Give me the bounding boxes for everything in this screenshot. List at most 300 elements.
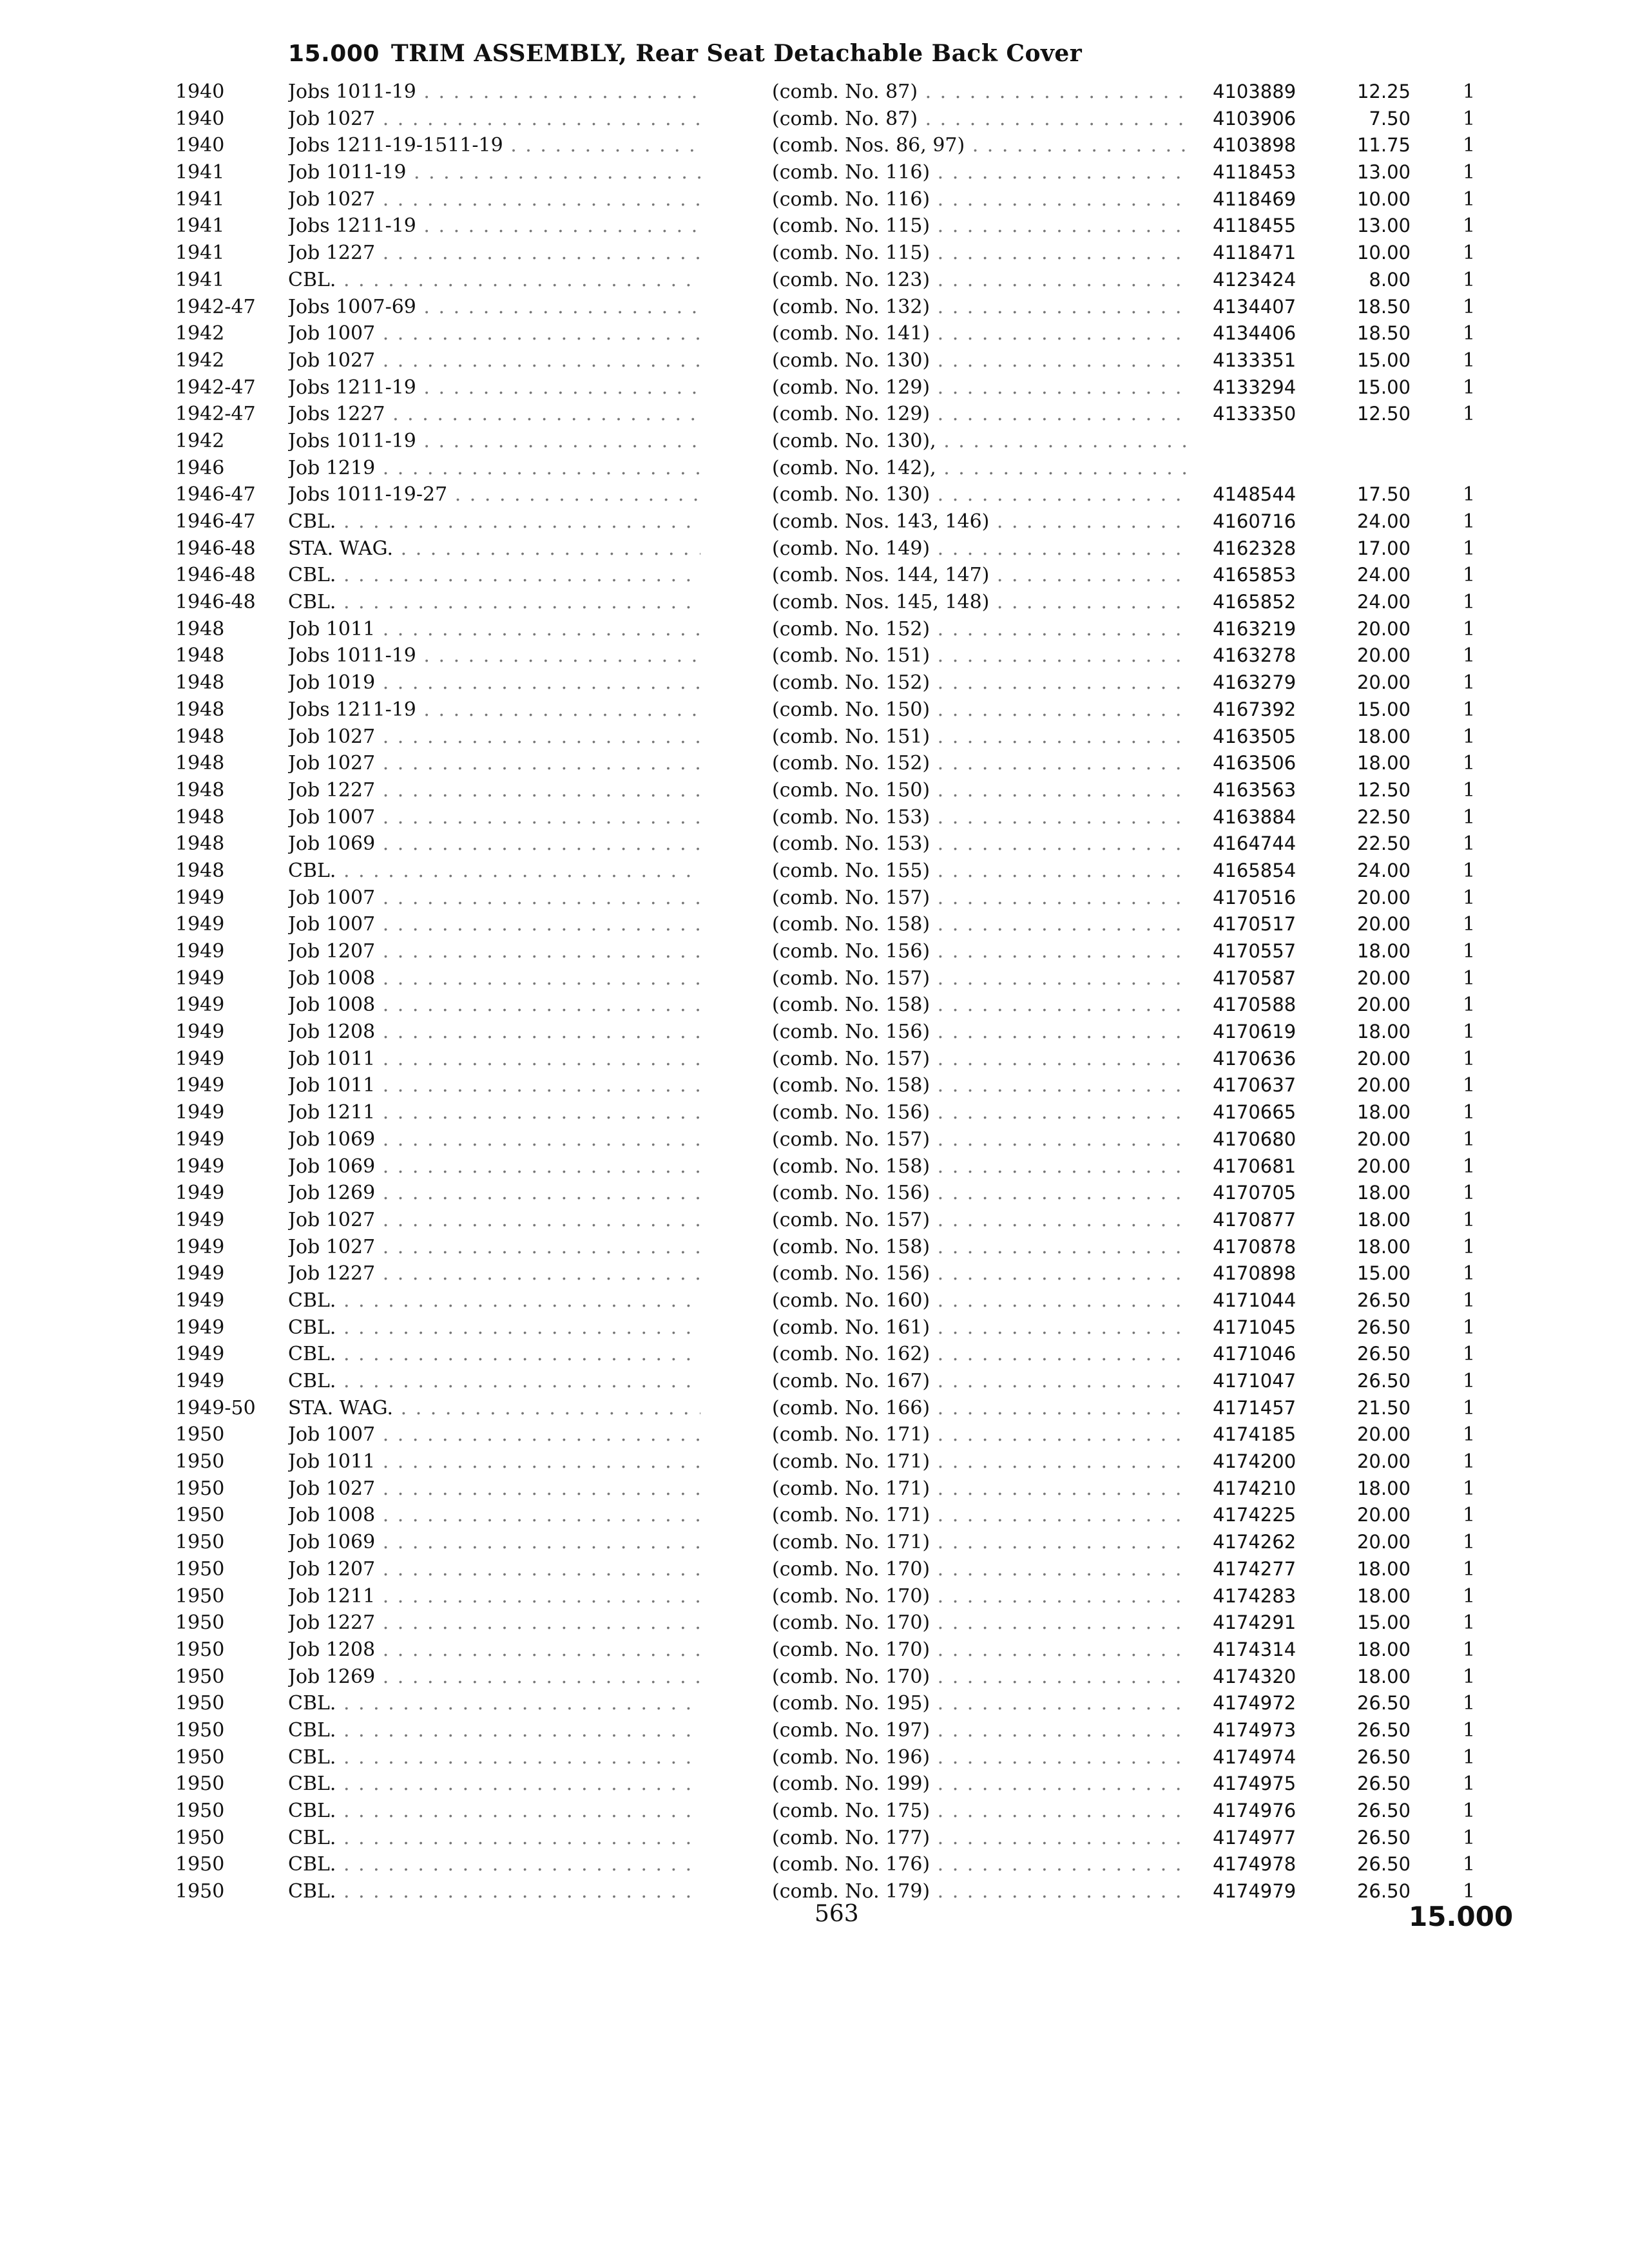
row-job: Job 1227 . . . — [288, 1610, 700, 1637]
row-quantity: 1 — [1463, 483, 1476, 506]
row-combination: (comb. No. 157) . . . — [772, 1046, 1191, 1073]
row-combination: (comb. No. 171) . . . — [772, 1421, 1191, 1448]
row-job: CBL. . . . — [288, 1798, 700, 1825]
row-year: 1942-47 — [175, 403, 256, 426]
row-part-number: 4170681 — [1213, 1155, 1296, 1177]
table-row — [0, 106, 1629, 133]
row-price: 13.00 — [1356, 215, 1411, 237]
row-price: 13.00 — [1356, 161, 1411, 184]
row-price: 18.00 — [1356, 752, 1411, 774]
row-price: 18.00 — [1356, 1665, 1411, 1687]
row-job: Job 1211 . . . — [288, 1099, 700, 1126]
row-year: 1950 — [175, 1745, 225, 1769]
row-price: 20.00 — [1356, 644, 1411, 667]
row-quantity: 1 — [1463, 1880, 1476, 1903]
table-row — [0, 1019, 1629, 1046]
table-row — [0, 1610, 1629, 1637]
row-job: Job 1207 . . . — [288, 938, 700, 965]
row-price: 20.00 — [1356, 1423, 1411, 1446]
row-quantity: 1 — [1463, 215, 1476, 238]
footer-section-number: 15.000 — [1409, 1901, 1514, 1932]
row-job: Job 1227 . . . — [288, 240, 700, 267]
row-combination: (comb. No. 141) . . . — [772, 320, 1191, 347]
row-year: 1946-48 — [175, 591, 256, 614]
row-combination: (comb. No. 150) . . . — [772, 777, 1191, 804]
table-row — [0, 911, 1629, 938]
row-part-number: 4164744 — [1213, 832, 1296, 855]
row-job: Job 1069 . . . — [288, 1529, 700, 1556]
row-price: 18.00 — [1356, 1235, 1411, 1258]
table-row — [0, 777, 1629, 804]
row-year: 1949 — [175, 966, 225, 990]
row-year: 1941 — [175, 242, 225, 265]
row-part-number: 4160716 — [1213, 510, 1296, 532]
row-quantity: 1 — [1463, 376, 1476, 399]
row-job: CBL. . . . — [288, 1314, 700, 1341]
row-price: 17.50 — [1356, 483, 1411, 506]
row-year: 1949 — [175, 994, 225, 1017]
row-job: Job 1069 . . . — [288, 831, 700, 858]
table-row — [0, 213, 1629, 240]
row-quantity: 1 — [1463, 1531, 1476, 1554]
row-price: 12.25 — [1356, 81, 1411, 102]
row-year: 1946 — [175, 456, 225, 479]
row-combination: (comb. No. 156) . . . — [772, 1019, 1191, 1046]
row-part-number: 4174974 — [1213, 1745, 1296, 1768]
row-price: 12.50 — [1356, 778, 1411, 801]
table-row — [0, 750, 1629, 777]
row-combination: (comb. No. 199) . . . — [772, 1771, 1191, 1798]
row-combination: (comb. No. 170) . . . — [772, 1637, 1191, 1664]
row-price: 26.50 — [1356, 1718, 1411, 1741]
row-combination: (comb. No. 151) . . . — [772, 724, 1191, 751]
row-year: 1940 — [175, 81, 225, 103]
table-row — [0, 1072, 1629, 1099]
table-row — [0, 1207, 1629, 1234]
row-quantity: 1 — [1463, 510, 1476, 533]
row-quantity: 1 — [1463, 1745, 1476, 1769]
row-quantity: 1 — [1463, 1504, 1476, 1527]
row-part-number: 4171045 — [1213, 1316, 1296, 1338]
table-row — [0, 1099, 1629, 1126]
row-part-number: 4118469 — [1213, 187, 1296, 210]
table-row — [0, 1475, 1629, 1503]
row-job: Job 1027 . . . — [288, 1234, 700, 1261]
table-row — [0, 831, 1629, 858]
row-combination: (comb. Nos. 144, 147) . . . — [772, 562, 1191, 589]
row-quantity: 1 — [1463, 966, 1476, 990]
row-job: Job 1208 . . . — [288, 1019, 700, 1046]
parts-table — [0, 79, 1629, 1905]
row-quantity: 1 — [1463, 1182, 1476, 1205]
row-combination: (comb. No. 157) . . . — [772, 1207, 1191, 1234]
table-row — [0, 481, 1629, 508]
row-quantity: 1 — [1463, 725, 1476, 748]
row-combination: (comb. No. 158) . . . — [772, 992, 1191, 1019]
row-job: Job 1227 . . . — [288, 777, 700, 804]
row-price: 20.00 — [1356, 1504, 1411, 1526]
row-part-number: 4171046 — [1213, 1343, 1296, 1365]
row-year: 1946-48 — [175, 564, 256, 587]
row-combination: (comb. No. 176) . . . — [772, 1851, 1191, 1878]
table-row — [0, 885, 1629, 912]
row-quantity: 1 — [1463, 403, 1476, 426]
row-price: 18.00 — [1356, 1584, 1411, 1607]
row-price: 22.50 — [1356, 805, 1411, 828]
row-combination: (comb. Nos. 145, 148) . . . — [772, 589, 1191, 616]
row-year: 1950 — [175, 1638, 225, 1661]
row-job: Jobs 1011-19 . . . — [288, 79, 700, 106]
table-row — [0, 267, 1629, 294]
row-combination: (comb. No. 171) . . . — [772, 1502, 1191, 1529]
row-price: 8.00 — [1369, 268, 1411, 291]
row-job: Job 1219 . . . — [288, 455, 700, 482]
row-combination: (comb. No. 156) . . . — [772, 1180, 1191, 1207]
row-price: 20.00 — [1356, 1531, 1411, 1553]
row-year: 1950 — [175, 1853, 225, 1876]
row-quantity: 1 — [1463, 1316, 1476, 1339]
table-row — [0, 1421, 1629, 1448]
row-price: 15.00 — [1356, 1611, 1411, 1634]
row-price: 20.00 — [1356, 1155, 1411, 1177]
row-job: Job 1019 . . . — [288, 669, 700, 697]
row-quantity: 1 — [1463, 1370, 1476, 1392]
row-part-number: 4171047 — [1213, 1370, 1296, 1392]
row-year: 1949 — [175, 1155, 225, 1178]
row-quantity: 1 — [1463, 1450, 1476, 1474]
table-row — [0, 1690, 1629, 1717]
row-quantity: 1 — [1463, 1718, 1476, 1742]
row-price: 12.50 — [1356, 403, 1411, 425]
row-price: 20.00 — [1356, 1450, 1411, 1473]
row-job: STA. WAG. . . . — [288, 1395, 700, 1422]
row-quantity: 1 — [1463, 349, 1476, 372]
row-part-number: 4163563 — [1213, 778, 1296, 801]
row-part-number: 4148544 — [1213, 483, 1296, 506]
row-price: 24.00 — [1356, 591, 1411, 613]
row-job: CBL. . . . — [288, 1825, 700, 1852]
table-row — [0, 535, 1629, 562]
row-part-number: 4174210 — [1213, 1477, 1296, 1499]
row-combination: (comb. No. 116) . . . — [772, 159, 1191, 186]
table-row — [0, 1314, 1629, 1341]
row-part-number: 4174975 — [1213, 1773, 1296, 1795]
row-combination: (comb. No. 177) . . . — [772, 1825, 1191, 1852]
row-combination: (comb. No. 158) . . . — [772, 1234, 1191, 1261]
row-year: 1940 — [175, 134, 225, 157]
row-job: Job 1008 . . . — [288, 965, 700, 992]
row-price: 18.00 — [1356, 1557, 1411, 1580]
row-quantity: 1 — [1463, 644, 1476, 668]
row-part-number: 4163219 — [1213, 617, 1296, 640]
row-year: 1942 — [175, 349, 225, 372]
row-price: 26.50 — [1356, 1289, 1411, 1311]
row-year: 1949 — [175, 1208, 225, 1231]
row-combination: (comb. No. 153) . . . — [772, 831, 1191, 858]
row-quantity: 1 — [1463, 134, 1476, 157]
row-job: Jobs 1007-69 . . . — [288, 294, 700, 321]
row-price: 26.50 — [1356, 1370, 1411, 1392]
row-combination: (comb. No. 166) . . . — [772, 1395, 1191, 1422]
row-part-number: 4170619 — [1213, 1021, 1296, 1043]
table-row — [0, 642, 1629, 669]
row-part-number: 4163279 — [1213, 671, 1296, 694]
row-part-number: 4134406 — [1213, 322, 1296, 345]
row-combination: (comb. No. 157) . . . — [772, 1126, 1191, 1153]
row-part-number: 4163506 — [1213, 752, 1296, 774]
row-year: 1949 — [175, 886, 225, 909]
row-part-number: 4170898 — [1213, 1262, 1296, 1285]
row-price: 20.00 — [1356, 913, 1411, 936]
row-part-number: 4170705 — [1213, 1182, 1296, 1204]
table-row — [0, 1260, 1629, 1287]
row-part-number: 4118453 — [1213, 161, 1296, 184]
table-row — [0, 294, 1629, 321]
row-job: Job 1008 . . . — [288, 1502, 700, 1529]
row-part-number: 4174973 — [1213, 1718, 1296, 1741]
row-job: Jobs 1211-19-1511-19 . . . — [288, 132, 700, 159]
row-job: Job 1011 . . . — [288, 1046, 700, 1073]
row-part-number: 4165854 — [1213, 859, 1296, 881]
row-year: 1950 — [175, 1531, 225, 1554]
table-row — [0, 186, 1629, 213]
row-combination: (comb. No. 87) . . . — [772, 79, 1191, 106]
row-year: 1949 — [175, 1074, 225, 1097]
table-row — [0, 804, 1629, 831]
row-year: 1941 — [175, 215, 225, 238]
row-price: 26.50 — [1356, 1826, 1411, 1849]
row-job: Job 1208 . . . — [288, 1637, 700, 1664]
row-combination: (comb. Nos. 86, 97) . . . — [772, 132, 1191, 159]
row-job: Job 1007 . . . — [288, 320, 700, 347]
table-row — [0, 992, 1629, 1019]
row-part-number: 4174185 — [1213, 1423, 1296, 1446]
row-combination: (comb. No. 150) . . . — [772, 697, 1191, 724]
row-part-number: 4170557 — [1213, 940, 1296, 962]
row-price: 18.00 — [1356, 1101, 1411, 1124]
row-combination: (comb. No. 130) . . . — [772, 481, 1191, 508]
table-row — [0, 1126, 1629, 1153]
row-quantity: 1 — [1463, 778, 1476, 802]
row-combination: (comb. No. 129) . . . — [772, 401, 1191, 428]
row-quantity: 1 — [1463, 1155, 1476, 1178]
table-row — [0, 1341, 1629, 1368]
row-part-number: 4170680 — [1213, 1128, 1296, 1150]
row-quantity: 1 — [1463, 1074, 1476, 1097]
row-part-number: 4174976 — [1213, 1800, 1296, 1821]
row-price: 26.50 — [1356, 1880, 1411, 1903]
row-year: 1950 — [175, 1557, 225, 1581]
row-job: CBL. . . . — [288, 858, 700, 885]
row-part-number: 4103898 — [1213, 134, 1296, 157]
row-year: 1942-47 — [175, 376, 256, 399]
row-price: 20.00 — [1356, 966, 1411, 989]
table-row — [0, 1180, 1629, 1207]
row-combination: (comb. No. 157) . . . — [772, 965, 1191, 992]
row-year: 1949 — [175, 1370, 225, 1392]
row-year: 1949 — [175, 1047, 225, 1070]
row-combination: (comb. No. 171) . . . — [772, 1475, 1191, 1503]
row-combination: (comb. No. 156) . . . — [772, 1260, 1191, 1287]
row-year: 1950 — [175, 1800, 225, 1822]
row-year: 1950 — [175, 1773, 225, 1796]
row-quantity: 1 — [1463, 81, 1476, 103]
row-year: 1950 — [175, 1692, 225, 1715]
row-quantity: 1 — [1463, 1584, 1476, 1608]
table-row — [0, 1287, 1629, 1314]
row-part-number: 4170516 — [1213, 886, 1296, 908]
row-price: 18.00 — [1356, 1182, 1411, 1204]
row-quantity: 1 — [1463, 1638, 1476, 1661]
row-part-number: 4103889 — [1213, 81, 1296, 102]
row-year: 1950 — [175, 1450, 225, 1474]
row-quantity: 1 — [1463, 268, 1476, 291]
row-year: 1948 — [175, 832, 225, 856]
row-quantity: 1 — [1463, 295, 1476, 318]
table-row — [0, 1448, 1629, 1475]
table-row — [0, 1368, 1629, 1395]
row-job: Job 1011 . . . — [288, 616, 700, 643]
row-part-number: 4174314 — [1213, 1638, 1296, 1660]
row-year: 1948 — [175, 752, 225, 775]
table-row — [0, 1637, 1629, 1664]
row-combination: (comb. No. 156) . . . — [772, 938, 1191, 965]
table-row — [0, 1664, 1629, 1691]
row-price: 24.00 — [1356, 510, 1411, 532]
row-job: Job 1027 . . . — [288, 724, 700, 751]
row-price: 21.50 — [1356, 1396, 1411, 1419]
row-price: 26.50 — [1356, 1773, 1411, 1795]
row-year: 1940 — [175, 107, 225, 130]
row-year: 1946-47 — [175, 510, 256, 533]
row-quantity: 1 — [1463, 1128, 1476, 1151]
row-quantity: 1 — [1463, 564, 1476, 587]
table-row — [0, 455, 1629, 482]
row-price: 26.50 — [1356, 1745, 1411, 1768]
row-quantity: 1 — [1463, 832, 1476, 856]
row-combination: (comb. No. 142), . . . — [772, 455, 1191, 482]
row-part-number: 4174977 — [1213, 1826, 1296, 1849]
table-row — [0, 697, 1629, 724]
row-combination: (comb. No. 152) . . . — [772, 616, 1191, 643]
row-job: Job 1269 . . . — [288, 1664, 700, 1691]
row-quantity: 1 — [1463, 1477, 1476, 1500]
row-combination: (comb. No. 170) . . . — [772, 1610, 1191, 1637]
row-job: Job 1007 . . . — [288, 885, 700, 912]
row-job: Job 1011 . . . — [288, 1448, 700, 1475]
table-row — [0, 1529, 1629, 1556]
row-price: 26.50 — [1356, 1316, 1411, 1338]
row-part-number: 4170587 — [1213, 966, 1296, 989]
table-row — [0, 1771, 1629, 1798]
row-job: Job 1027 . . . — [288, 347, 700, 374]
row-price: 15.00 — [1356, 376, 1411, 398]
row-combination: (comb. No. 151) . . . — [772, 642, 1191, 669]
row-quantity: 1 — [1463, 1343, 1476, 1366]
row-combination: (comb. No. 130) . . . — [772, 347, 1191, 374]
row-part-number: 4134407 — [1213, 295, 1296, 318]
row-part-number: 4174291 — [1213, 1611, 1296, 1634]
row-year: 1946-47 — [175, 483, 256, 506]
row-combination: (comb. No. 197) . . . — [772, 1717, 1191, 1744]
row-job: Job 1027 . . . — [288, 1475, 700, 1503]
row-price: 18.00 — [1356, 1208, 1411, 1231]
row-combination: (comb. No. 155) . . . — [772, 858, 1191, 885]
row-price: 26.50 — [1356, 1692, 1411, 1715]
table-row — [0, 1395, 1629, 1422]
row-job: CBL. . . . — [288, 1690, 700, 1717]
row-job: CBL. . . . — [288, 1878, 700, 1905]
row-job: CBL. . . . — [288, 1851, 700, 1878]
row-price: 20.00 — [1356, 671, 1411, 694]
table-row — [0, 320, 1629, 347]
row-price: 24.00 — [1356, 859, 1411, 881]
table-row — [0, 240, 1629, 267]
table-row — [0, 965, 1629, 992]
row-job: Job 1027 . . . — [288, 1207, 700, 1234]
row-quantity: 1 — [1463, 1853, 1476, 1876]
row-price: 18.00 — [1356, 1477, 1411, 1499]
table-row — [0, 1583, 1629, 1610]
table-row — [0, 1744, 1629, 1771]
row-combination: (comb. No. 195) . . . — [772, 1690, 1191, 1717]
row-part-number: 4118471 — [1213, 242, 1296, 264]
row-part-number: 4170588 — [1213, 994, 1296, 1016]
row-year: 1949 — [175, 1262, 225, 1285]
row-year: 1942 — [175, 429, 225, 452]
row-year: 1950 — [175, 1477, 225, 1500]
row-quantity: 1 — [1463, 1773, 1476, 1796]
row-quantity: 1 — [1463, 591, 1476, 614]
table-row — [0, 347, 1629, 374]
row-job: CBL. . . . — [288, 508, 700, 535]
row-part-number: 4174979 — [1213, 1880, 1296, 1903]
row-combination: (comb. No. 170) . . . — [772, 1556, 1191, 1583]
table-row — [0, 562, 1629, 589]
table-row — [0, 428, 1629, 455]
row-year: 1949 — [175, 1128, 225, 1151]
row-quantity: 1 — [1463, 1800, 1476, 1822]
row-quantity: 1 — [1463, 1289, 1476, 1312]
row-combination: (comb. No. 158) . . . — [772, 1072, 1191, 1099]
row-price: 26.50 — [1356, 1853, 1411, 1876]
row-combination: (comb. No. 157) . . . — [772, 885, 1191, 912]
table-row — [0, 938, 1629, 965]
row-price: 18.00 — [1356, 725, 1411, 747]
row-job: Job 1027 . . . — [288, 750, 700, 777]
row-quantity: 1 — [1463, 859, 1476, 882]
row-job: CBL. . . . — [288, 562, 700, 589]
row-combination: (comb. No. 171) . . . — [772, 1529, 1191, 1556]
row-job: Job 1227 . . . — [288, 1260, 700, 1287]
row-job: Job 1007 . . . — [288, 1421, 700, 1448]
row-quantity: 1 — [1463, 913, 1476, 936]
row-combination: (comb. No. 160) . . . — [772, 1287, 1191, 1314]
row-price: 20.00 — [1356, 886, 1411, 908]
row-job: Job 1011-19 . . . — [288, 159, 700, 186]
row-year: 1948 — [175, 725, 225, 748]
row-quantity: 1 — [1463, 1826, 1476, 1849]
row-part-number: 4174200 — [1213, 1450, 1296, 1473]
row-year: 1941 — [175, 187, 225, 211]
row-job: CBL. . . . — [288, 1341, 700, 1368]
row-price: 18.00 — [1356, 940, 1411, 962]
row-combination: (comb. No. 153) . . . — [772, 804, 1191, 831]
row-price: 7.50 — [1369, 107, 1411, 130]
row-combination: (comb. No. 115) . . . — [772, 213, 1191, 240]
table-row — [0, 79, 1629, 106]
row-price: 11.75 — [1356, 134, 1411, 157]
